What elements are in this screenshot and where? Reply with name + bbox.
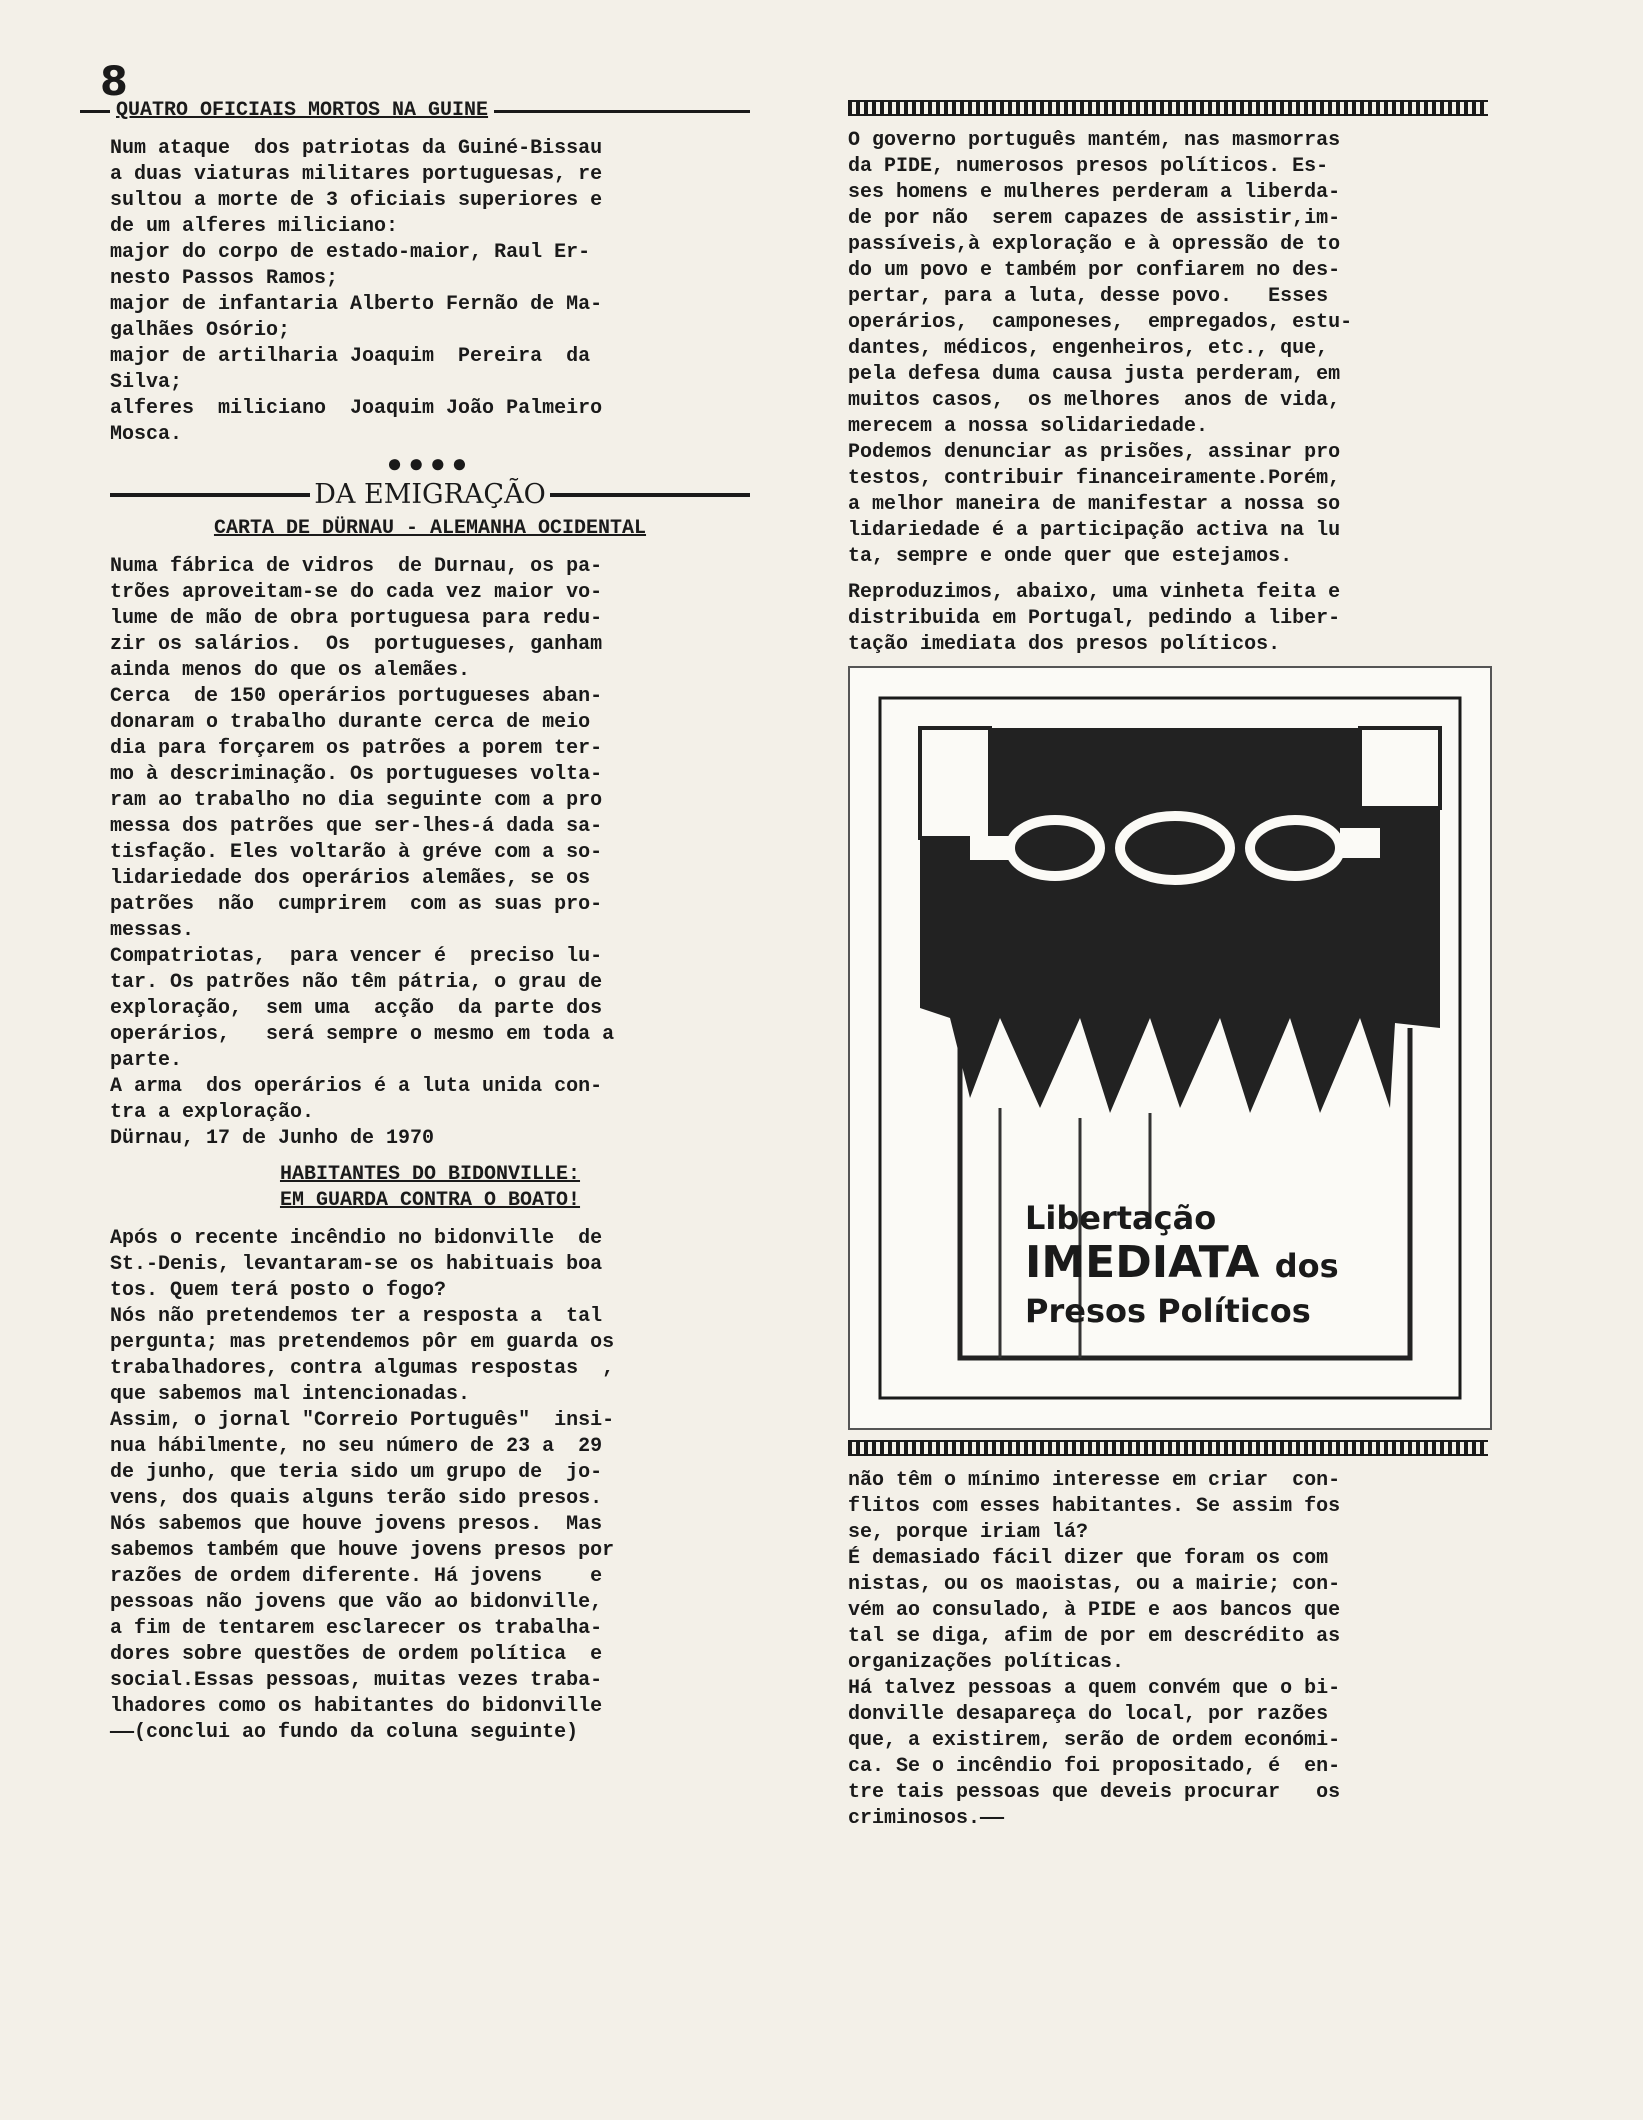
right-column bbox=[848, 98, 1488, 1832]
left-column bbox=[110, 98, 750, 1746]
article-title-bidonville-2: EM GUARDA CONTRA O BOATO! bbox=[279, 1189, 581, 1212]
article-body-bidonville: Após o recente incêndio no bidonville de St.-Denis, levantaram-se os habituais boa tos. Quem terá posto o fogo? Nós não pretendemos ter a resposta a tal pergunta; mas pretendemos pôr em guarda os trabalhadores, contra algumas respostas , que sabemos mal intencionadas. Assim, o jornal "Correio Português" insi- nua hábilmente, no seu número de 23 a 29 de junho, que teria sido um grupo de jo- vens, dos quais alguns terão sido presos. Nós sabemos que houve jovens presos. Mas sabemos também que houve jovens presos por razões de ordem diferente. Há jovens e pessoas não jovens que vão ao bidonville, a fim de tentarem esclarecer os trabalha- dores sobre questões de ordem política e social.Essas pessoas, muitas vezes traba- lhadores como os habitantes do bidonville ——(conclui ao fundo da coluna seguinte) bbox=[110, 1227, 615, 1744]
page-number: 8 bbox=[100, 59, 128, 105]
article-title-carta-durnau: CARTA DE DÜRNAU - ALEMANHA OCIDENTAL bbox=[213, 517, 647, 540]
article-body-presos-politicos: O governo português mantém, nas masmorras da PIDE, numerosos presos políticos. Es- ses homens e mulheres perderam a liberda- de por não serem capazes de assistir,im- passíveis,à exploração e à opressão de to do um povo e também por confiarem no des- pertar, para a luta, desse povo. Esses operários, camponeses, empregados, estu- dantes, médicos, engenheiros, etc., que, pela defesa duma causa justa perderam, em muitos casos, os melhores anos de vida, merecem a nossa solidariedade. Podemos denunciar as prisões, assinar pro testos, contribuir financeiramente.Porém, a melhor maneira de manifestar a nossa so lidariedade é a participação activa na lu ta, sempre e onde quer que estejamos. bbox=[848, 129, 1353, 568]
poster-line-libertacao: Libertação bbox=[1025, 1199, 1217, 1237]
poster-word-imediata: IMEDIATA bbox=[1025, 1237, 1260, 1288]
heading-rule-line bbox=[110, 493, 310, 497]
article-heading-quatro-oficiais bbox=[80, 98, 750, 124]
article-title: QUATRO OFICIAIS MORTOS NA GUINE bbox=[116, 99, 489, 122]
dotted-rule-bottom bbox=[848, 1440, 1488, 1456]
article-continuation-bidonville: não têm o mínimo interesse em criar con- flitos com esses habitantes. Se assim fos se, porque iriam lá? É demasiado fácil dizer que foram os com nistas, ou os maoistas, ou a mairie; con- vém ao consulado, à PIDE e aos bancos que tal se diga, afim de por em descrédito as organizações políticas. Há talvez pessoas a quem convém que o bi- donville desapareça do local, por razões que, a existirem, serão de ordem económi- ca. Se o incêndio foi propositado, é en- tre tais pessoas que deveis procurar os criminosos.—— bbox=[848, 1469, 1341, 1830]
article-title-bidonville-1: HABITANTES DO BIDONVILLE: bbox=[279, 1163, 581, 1186]
poster-line-imediata bbox=[1025, 1238, 1405, 1291]
poster-vignette bbox=[848, 666, 1492, 1430]
heading-rule-line bbox=[80, 110, 110, 113]
section-title: DA EMIGRAÇÃO bbox=[314, 479, 546, 510]
article-body-carta-durnau: Numa fábrica de vidros de Durnau, os pa- trões aproveitam-se do cada vez maior vo- lume de mão de obra portuguesa para redu- zir os salários. Os portugueses, ganham ainda menos do que os alemães. Cerca de 150 operários portugueses aban- donaram o trabalho durante cerca de meio dia para forçarem os patrões a porem ter- mo à descriminação. Os portugueses volta- ram ao trabalho no dia seguinte com a pro messa dos patrões que ser-lhes-á dada sa- tisfação. Eles voltarão à gréve com a so- lidariedade dos operários alemães, se os patrões não cumprirem com as suas pro- messas. Compatriotas, para vencer é preciso lu- tar. Os patrões não têm pátria, o grau de exploração, sem uma acção da parte dos operários, será sempre o mesmo em toda a parte. A arma dos operários é a luta unida con- tra a exploração. Dürnau, 17 de Junho de 1970 bbox=[110, 555, 615, 1150]
separator-dots: ●●●● bbox=[386, 450, 474, 480]
article-body-quatro-oficiais: Num ataque dos patriotas da Guiné-Bissau a duas viaturas militares portuguesas, re sultou a morte de 3 oficiais superiores e de um alferes miliciano: major do corpo de estado-maior, Raul Er- nesto Passos Ramos; major de infantaria Alberto Fernão de Ma- galhães Osório; major de artilharia Joaquim Pereira da Silva; alferes miliciano Joaquim João Palmeiro Mosca. bbox=[110, 137, 603, 446]
section-heading-emigracao bbox=[110, 479, 750, 510]
poster-text bbox=[1025, 1198, 1405, 1331]
heading-rule-line bbox=[494, 110, 750, 113]
dotted-rule-top bbox=[848, 100, 1488, 116]
heading-rule-line bbox=[550, 493, 750, 497]
vignette-intro: Reproduzimos, abaixo, uma vinheta feita e distribuida em Portugal, pedindo a liber- tação imediata dos presos políticos. bbox=[848, 581, 1341, 656]
poster-line-presos: Presos Políticos bbox=[1025, 1292, 1311, 1330]
poster-word-dos: dos bbox=[1274, 1247, 1339, 1285]
